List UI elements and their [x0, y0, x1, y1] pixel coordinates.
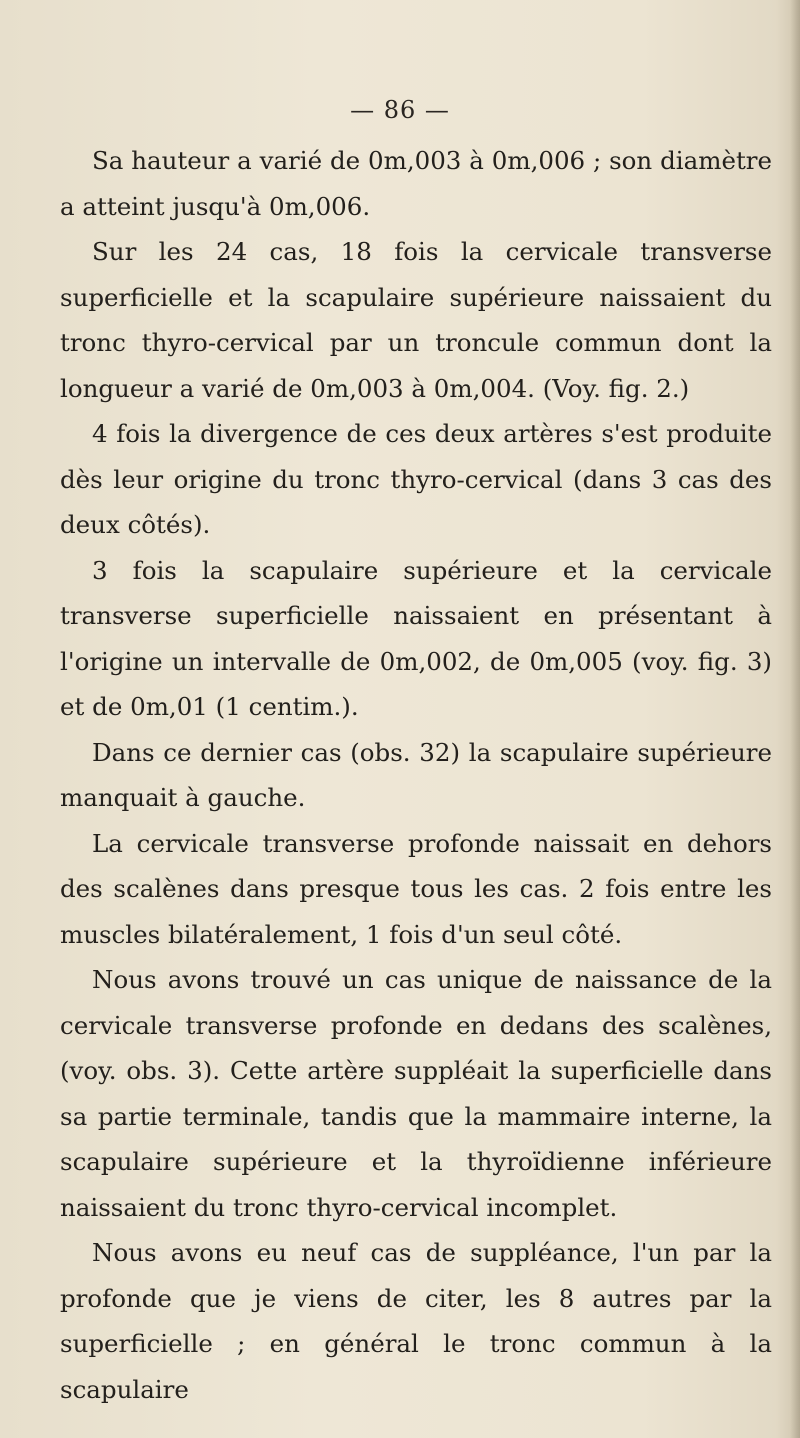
paragraph-6: La cervicale transverse profonde naissait en dehors des scalènes dans presque tous les cas. 2 fois entre les muscles bilatéralement, 1 fois d'un seul côté. — [60, 828, 772, 949]
page-edge-shadow — [790, 0, 800, 1438]
page-number: — 86 — — [350, 96, 450, 124]
paragraph-1: Sa hauteur a varié de 0m,003 à 0m,006 ; son diamètre a atteint jusqu'à 0m,006. — [60, 146, 772, 221]
paragraph-2: Sur les 24 cas, 18 fois la cervicale transverse superficielle et la scapulaire supérieure naissaient du tronc thyro-cervical par un troncule commun dont la longueur a varié de 0m,003 à 0m,004. (Voy. fig. 2.) — [60, 237, 772, 403]
body-text — [60, 138, 772, 1412]
paragraph-3: 4 fois la divergence de ces deux artères s'est produite dès leur origine du tronc thyro-cervical (dans 3 cas des deux côtés). — [60, 419, 772, 539]
paragraph-8: Nous avons eu neuf cas de suppléance, l'un par la profonde que je viens de citer, les 8 autres par la superficielle ; en général le tronc commun à la scapulaire — [60, 1238, 772, 1404]
paragraph-7: Nous avons trouvé un cas unique de naissance de la cervicale transverse profonde en dedans des scalènes, (voy. obs. 3). Cette artère suppléait la superficielle dans sa partie terminale, tandis que la mammaire interne, la scapulaire supérieure et la thyroïdienne inférieure naissaient du tronc thyro-cervical incomplet. — [60, 965, 772, 1222]
paragraph-5: Dans ce dernier cas (obs. 32) la scapulaire supérieure manquait à gauche. — [60, 737, 772, 812]
paragraph-4: 3 fois la scapulaire supérieure et la cervicale transverse superficielle naissaient en présentant à l'origine un intervalle de 0m,002, de 0m,005 (voy. fig. 3) et de 0m,01 (1 centim.). — [60, 555, 772, 721]
